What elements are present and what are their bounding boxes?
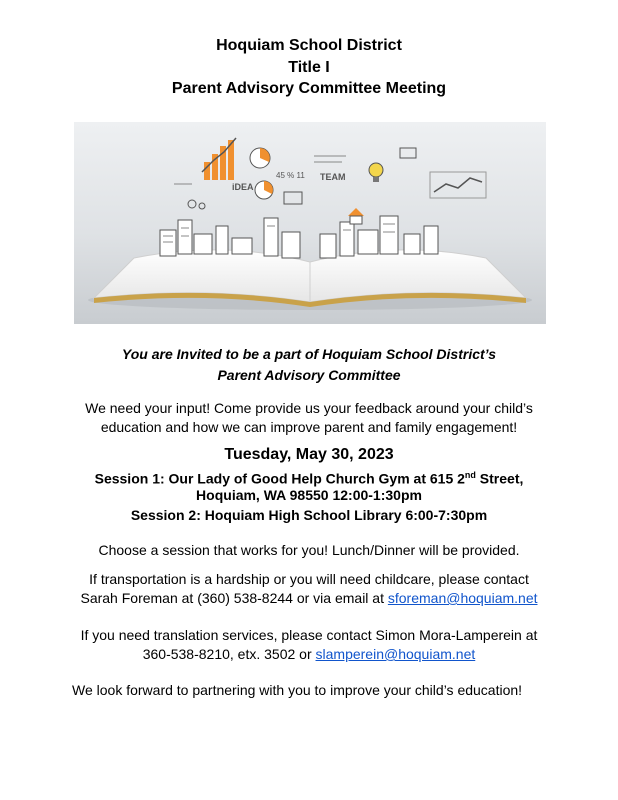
intro-line-1: We need your input! Come provide us your feedback around your child’s [85,400,533,416]
program-title: Title I [288,59,330,76]
invite-line-1: You are Invited to be a part of Hoquiam School District’s [121,346,497,362]
sforeman-email-link[interactable]: sforeman@hoquiam.net [387,590,538,606]
translation-line-2 [0,645,618,664]
intro-line-2: education and how we can improve parent and family engagement! [100,419,518,435]
idea-label: iDEA [232,182,254,192]
formula-label: 45 % 11 [276,171,305,180]
transport-line-1: If transportation is a hardship or you will need childcare, please contact [89,571,529,587]
session-1-ordinal: nd [464,470,476,480]
session-1-line-2: Hoquiam, WA 98550 12:00-1:30pm [196,487,422,503]
session-1-suffix: Street, [475,470,524,487]
transport-contact: Sarah Foreman at (360) 538-8244 or via email at [80,590,388,606]
choose-session-text: Choose a session that works for you! Lunch/Dinner will be provided. [98,542,520,558]
translation-line-1: If you need translation services, please contact Simon Mora-Lamperein at [80,627,538,643]
meeting-title: Parent Advisory Committee Meeting [171,80,447,97]
district-title: Hoquiam School District [216,37,402,54]
event-date: Tuesday, May 30, 2023 [224,446,394,463]
invite-line-2: Parent Advisory Committee [217,367,401,383]
team-label: TEAM [320,172,346,182]
open-book-illustration [74,122,546,324]
closing-statement: We look forward to partnering with you to improve your child’s education! [72,682,523,698]
session-2: Session 2: Hoquiam High School Library 6:00-7:30pm [130,507,488,523]
translation-contact: 360-538-8210, etx. 3502 or [142,646,316,662]
slamperein-email-link[interactable]: slamperein@hoquiam.net [315,646,476,662]
session-1-prefix: Session 1: Our Lady of Good Help Church Gym at 615 2 [94,470,465,487]
transport-line-2 [0,589,618,608]
